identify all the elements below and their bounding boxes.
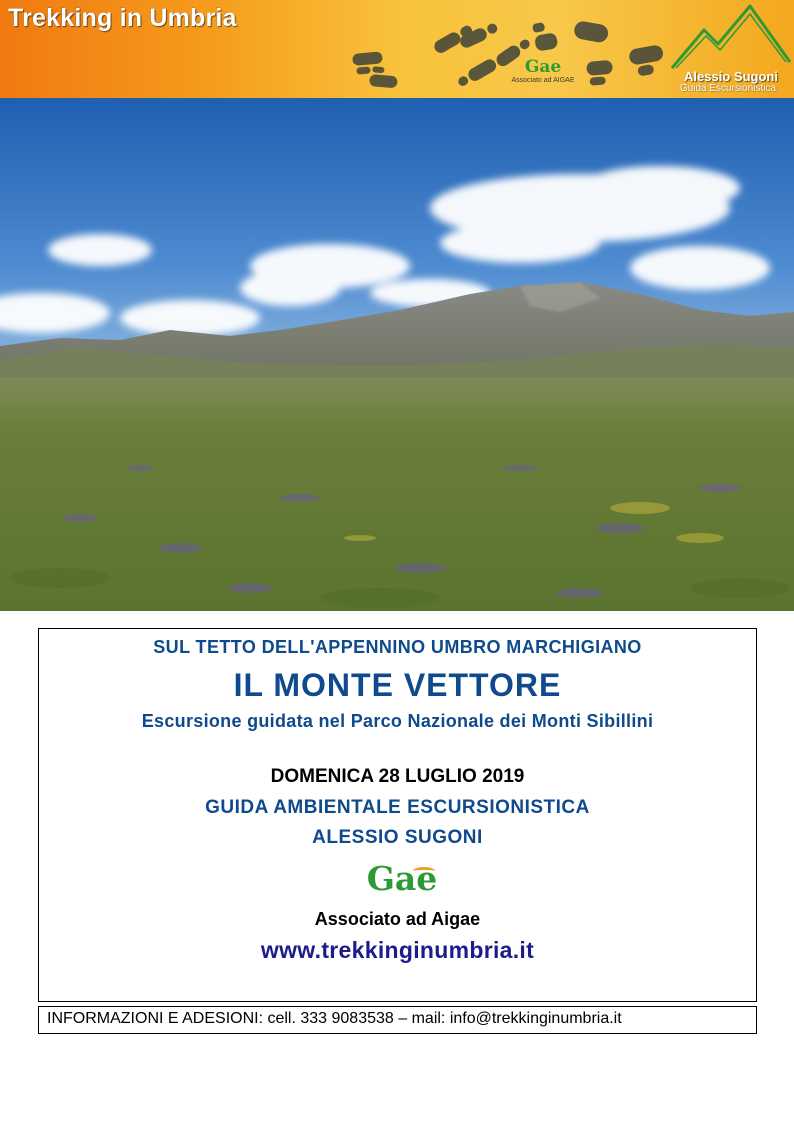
event-info-box	[38, 628, 757, 1002]
guide-role: GUIDA AMBIENTALE ESCURSIONISTICA	[205, 797, 590, 818]
associated-label: Associato ad Aigae	[314, 909, 481, 929]
website-link[interactable]: www.trekkinginumbria.it	[260, 937, 535, 963]
brand-role: Guida Escursionistica	[679, 83, 777, 94]
event-description: Escursione guidata nel Parco Nazionale dei Monti Sibillini	[141, 711, 654, 731]
aigae-swoosh-icon	[413, 867, 435, 875]
footprint-icon	[532, 20, 559, 51]
aigae-small-logo	[508, 58, 578, 85]
aigae-small-mark: Gae	[524, 57, 562, 77]
header-banner	[0, 0, 794, 98]
event-date: DOMENICA 28 LUGLIO 2019	[270, 766, 525, 787]
contact-info: INFORMAZIONI E ADESIONI: cell. 333 9083538 – mail: info@trekkinginumbria.it	[38, 1006, 757, 1034]
brand-name: Alessio Sugoni	[684, 69, 778, 84]
banner-title: Trekking in Umbria	[8, 4, 237, 32]
footprint-icon	[458, 21, 500, 50]
aigae-logo	[357, 859, 447, 903]
mountain-logo-icon	[668, 2, 792, 72]
event-title: IL MONTE VETTORE	[233, 667, 562, 703]
footprint-icon	[369, 66, 399, 88]
mountain-meadow-photo	[0, 98, 794, 611]
aigae-small-caption: Associato ad AIGAE	[511, 77, 575, 84]
footprint-icon	[586, 60, 614, 86]
footprint-icon	[573, 20, 610, 44]
event-subtitle: SUL TETTO DELL'APPENNINO UMBRO MARCHIGIANO	[153, 637, 642, 657]
guide-name: ALESSIO SUGONI	[312, 827, 483, 848]
aigae-logo-mark: Gae	[366, 859, 438, 898]
footprint-icon	[456, 57, 499, 89]
footprint-icon	[628, 44, 666, 77]
